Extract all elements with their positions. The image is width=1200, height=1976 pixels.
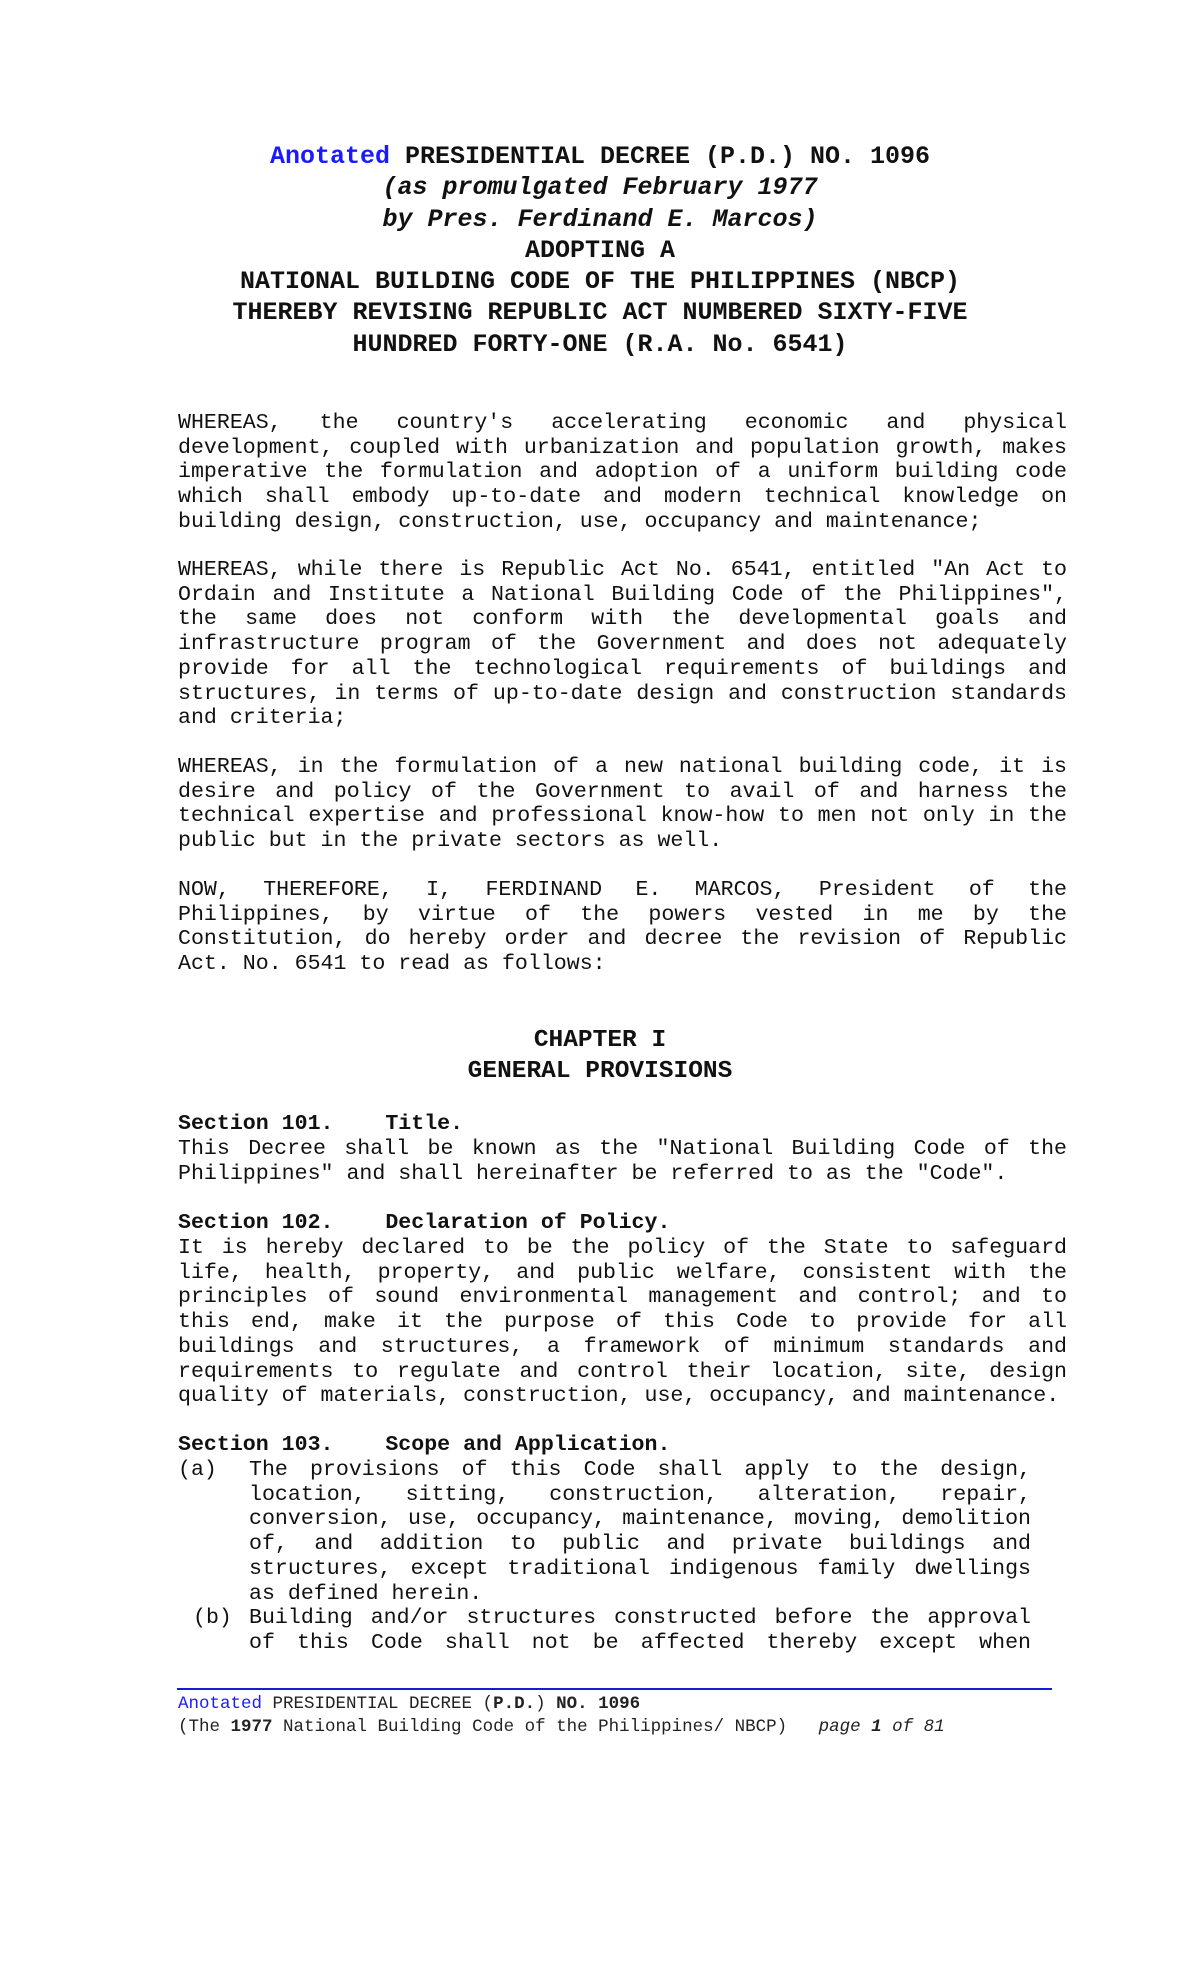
- whereas-paragraph-2: WHEREAS, while there is Republic Act No. 6541, entitled "An Act to Ordain and Institute a National Building Code of the Philippines", the same does not conform with the developmental goals and infrastructure program of the Government and does not adequately provide for all the technological requirements of buildings and structures, in terms of up-to-date design and construction standards and criteria;: [178, 558, 1067, 731]
- section-102-heading: Section 102. Declaration of Policy.: [178, 1211, 671, 1235]
- footer-line-2: [178, 1716, 1052, 1738]
- title-line-3: by Pres. Ferdinand E. Marcos): [382, 204, 818, 234]
- footer-pd-bold: P.D.: [493, 1694, 536, 1714]
- footer-open: (The: [178, 1717, 231, 1737]
- chapter-number: CHAPTER I: [533, 1027, 667, 1054]
- footer-code-name: National Building Code of the Philippines/ NBCP): [272, 1717, 819, 1737]
- document-title: [0, 141, 1200, 360]
- item-label: (b): [193, 1606, 232, 1630]
- page-total: of 81: [881, 1717, 945, 1737]
- section-103-heading: Section 103. Scope and Application.: [178, 1433, 671, 1457]
- footer-pd-close: ): [535, 1694, 557, 1714]
- section-103-item-a: [178, 1458, 1031, 1606]
- chapter-title: GENERAL PROVISIONS: [467, 1058, 733, 1085]
- annotated-label: Anotated: [269, 142, 390, 171]
- title-line-2: (as promulgated February 1977: [382, 173, 818, 203]
- title-line-5: NATIONAL BUILDING CODE OF THE PHILIPPINES (NBCP): [239, 267, 961, 297]
- now-therefore-paragraph: NOW, THEREFORE, I, FERDINAND E. MARCOS, President of the Philippines, by virtue of the powers vested in me by the Constitution, do hereby order and decree the revision of Republic Act. No. 6541 to read as follows:: [178, 878, 1067, 977]
- whereas-paragraph-3: WHEREAS, in the formulation of a new national building code, it is desire and policy of the Government to avail of and harness the technical expertise and professional know-how to men not only in the public but in the private sectors as well.: [178, 755, 1067, 854]
- title-line-7: HUNDRED FORTY-ONE (R.A. No. 6541): [352, 329, 848, 359]
- item-text: The provisions of this Code shall apply to the design, location, sitting, construction, alteration, repair, conversion, use, occupancy, maintenance, moving, demolition of, and addition to public and private buildings and structures, except traditional indigenous family dwellings as defined herein.: [249, 1458, 1031, 1606]
- footer-line-1: [178, 1693, 1052, 1715]
- title-line-1: PRESIDENTIAL DECREE (P.D.) NO. 1096: [389, 142, 931, 171]
- section-102-text: It is hereby declared to be the policy of the State to safeguard life, health, property, and public welfare, consistent with the principles of sound environmental management and control; and to this end, make it the purpose of this Code to provide for all buildings and structures, a framework of minimum standards and requirements to regulate and control their location, site, design quality of materials, construction, use, occupancy, and maintenance.: [178, 1236, 1067, 1409]
- footer-pd: PRESIDENTIAL DECREE (: [262, 1694, 494, 1714]
- section-101-text: This Decree shall be known as the "National Building Code of the Philippines" and shall hereinafter be referred to as the "Code".: [178, 1137, 1067, 1186]
- footer-number: NO. 1096: [556, 1694, 641, 1714]
- section-103-item-b: [178, 1606, 1031, 1655]
- footer-annotated: Anotated: [178, 1694, 263, 1714]
- item-text: Building and/or structures constructed before the approval of this Code shall not be affected thereby except when: [249, 1606, 1031, 1655]
- title-line-4: ADOPTING A: [524, 235, 676, 265]
- footer-divider: [177, 1688, 1052, 1690]
- item-label: (a): [178, 1458, 217, 1482]
- page-number: 1: [871, 1717, 882, 1737]
- chapter-heading: [0, 1025, 1200, 1087]
- footer-page-word: page: [818, 1717, 872, 1737]
- section-101-heading: Section 101. Title.: [178, 1112, 464, 1136]
- footer-year: 1977: [230, 1717, 273, 1737]
- whereas-paragraph-1: WHEREAS, the country's accelerating economic and physical development, coupled with urbanization and population growth, makes imperative the formulation and adoption of a uniform building code which shall embody up-to-date and modern technical knowledge on building design, construction, use, occupancy and maintenance;: [178, 411, 1067, 534]
- title-line-6: THEREBY REVISING REPUBLIC ACT NUMBERED SIXTY-FIVE: [232, 298, 968, 328]
